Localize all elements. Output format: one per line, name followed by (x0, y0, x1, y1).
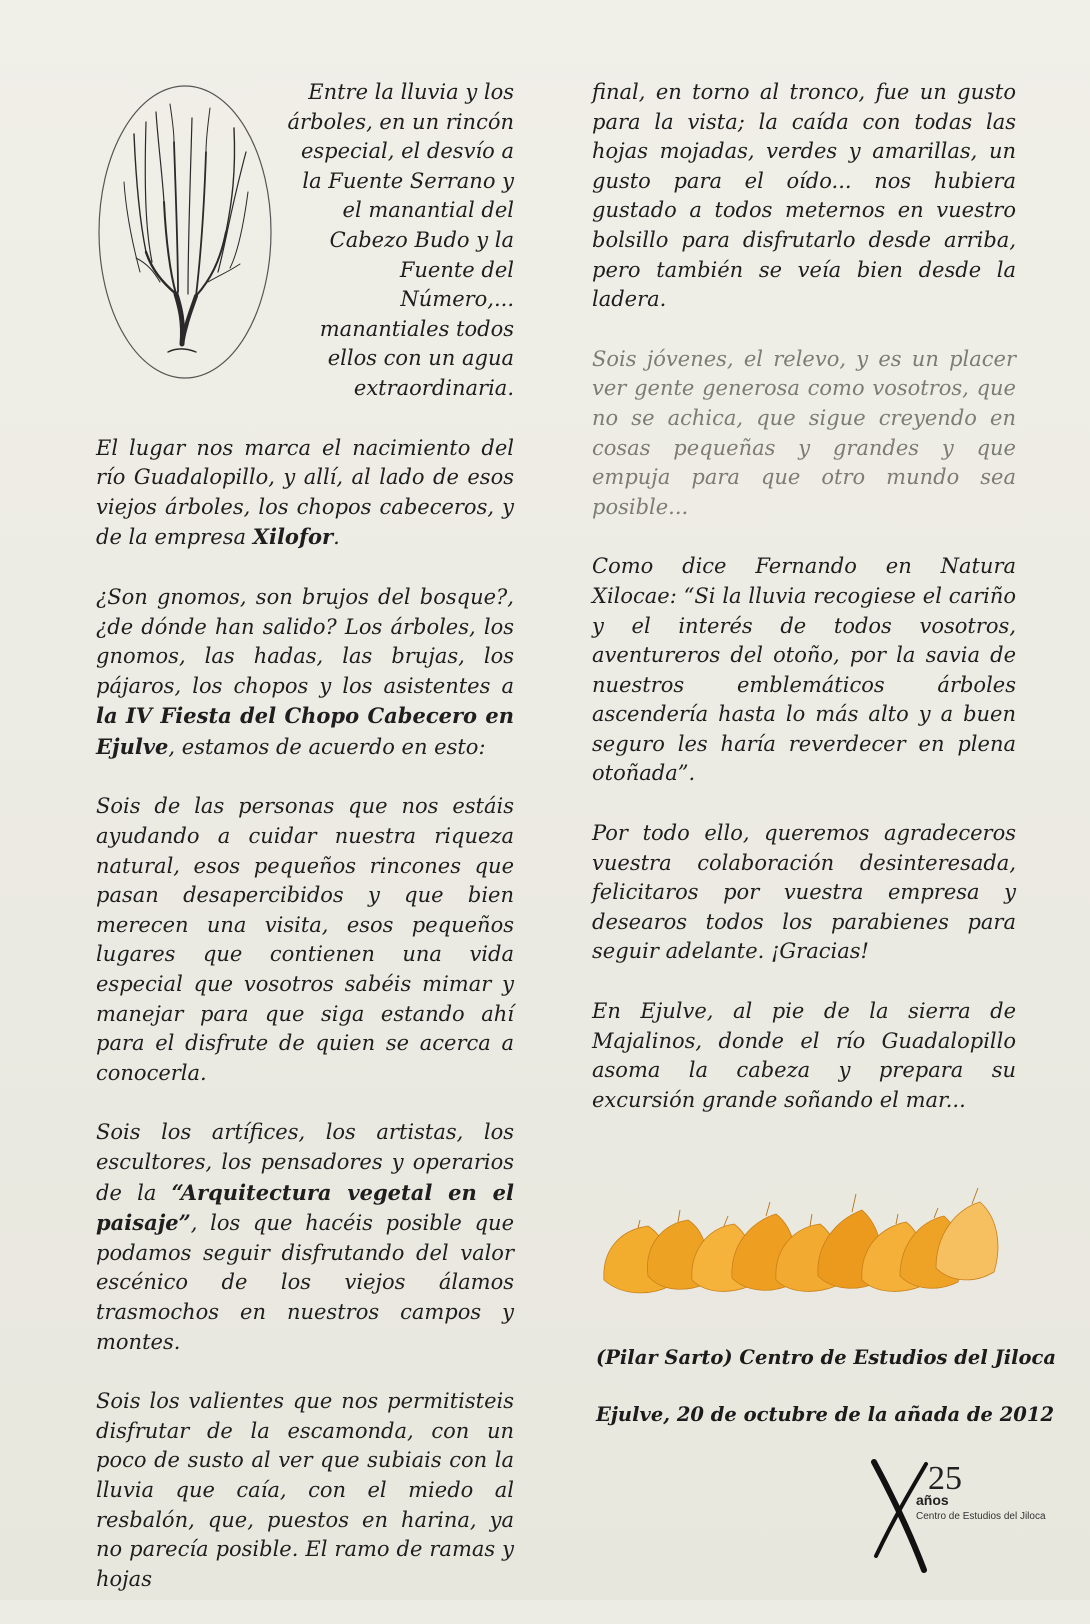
text-run: . (333, 525, 340, 550)
paragraph-ejulve: En Ejulve, al pie de la sierra de Majalinos, donde el río Guadalopillo asoma la cabeza y prepara su excursión grande soñando el mar... (592, 999, 1016, 1112)
paragraph-agradecimiento: Por todo ello, queremos agradeceros vuestra colaboración desinteresada, felicitaros por vuestra empresa y desearos todos los parabienes para seguir adelante. ¡Gracias! (592, 821, 1016, 964)
logo-anos: años (916, 1492, 949, 1508)
autumn-leaves-illustration (600, 1180, 1012, 1320)
centro-estudios-logo (868, 1458, 1068, 1578)
paragraph-fernando-quote: Como dice Fernando en Natura Xilocae: “Si la lluvia recogiese el cariño y el interés de todos vosotros, aventureros del otoño, por la savia de nuestros emblemáticos árboles ascendería hasta lo más alto y a buen seguro les haría reverdecer en plena otoñada”. (592, 554, 1016, 786)
logo-number: 25 (928, 1460, 962, 1497)
paragraph-gnomos (96, 583, 514, 763)
paragraph-lugar (96, 434, 514, 553)
paragraph-artifices (96, 1118, 514, 1357)
logo-center-name: Centro de Estudios del Jiloca (916, 1511, 1046, 1522)
intro-paragraph: Entre la lluvia y los árboles, en un rincón especial, el desvío a la Fuente Serrano y el manantial del Cabezo Budo y la Fuente del Número,... manantiales todos ellos con un agua extraordinaria. (287, 80, 514, 400)
paragraph-personas: Sois de las personas que nos estáis ayudando a cuidar nuestra riqueza natural, esos pequeños rincones que pasan desapercibidos y que bien merecen una visita, esos pequeños lugares que contienen una vida especial que vosotros sabéis mimar y manejar para que siga estando ahí para el disfrute de quien se acerca a conocerla. (96, 794, 514, 1085)
signature-place-date: Ejulve, 20 de octubre de la añada de 2012 (596, 1403, 1055, 1426)
text-run-bold: la IV Fiesta del Chopo Cabecero en Ejulve (96, 703, 514, 759)
text-run: , los que hacéis posible que podamos seguir disfrutando del valor escénico de los viejos álamos trasmochos en nuestros campos y montes. (96, 1211, 514, 1354)
tree-illustration (96, 82, 274, 382)
right-column (592, 78, 1016, 1145)
text-run-bold: Xilofor (252, 524, 334, 550)
left-column (96, 78, 514, 1624)
paragraph-jovenes: Sois jóvenes, el relevo, y es un placer ver gente generosa como vosotros, que no se achica, que sigue creyendo en cosas pequeñas y grandes y que empuja para que otro mundo sea posible... (592, 346, 1016, 519)
text-run-bold: “Arquitectura vegetal en el paisaje” (96, 1179, 514, 1236)
text-run: Sois los artífices, los artistas, los escultores, los pensadores y operarios de la (96, 1120, 514, 1205)
paragraph-final: final, en torno al tronco, fue un gusto para la vista; la caída con todas las hojas mojadas, verdes y amarillas, un gusto para el oído... nos hubiera gustado a todos meternos en vuestro bolsillo para disfrutarlo desde arriba, pero también se veía bien desde la ladera. (592, 80, 1016, 312)
text-run: El lugar nos marca el nacimiento del río Guadalopillo, y allí, al lado de esos viejos árboles, los chopos cabeceros, y de la empresa (96, 435, 514, 550)
paragraph-valientes: Sois los valientes que nos permitisteis disfrutar de la escamonda, con un poco de susto al ver que subiais con la lluvia que caía, con el miedo al resbalón, que, puestos en harina, ya no parecía posible. El ramo de ramas y hojas (96, 1389, 514, 1591)
text-run: ¿Son gnomos, son brujos del bosque?, ¿de dónde han salido? Los árboles, los gnomos, las hadas, las brujas, los pájaros, los chopos y los asistentes a (96, 584, 514, 698)
signature-author: (Pilar Sarto) Centro de Estudios del Jiloca (596, 1346, 1057, 1369)
text-run: , estamos de acuerdo en esto: (168, 734, 486, 759)
